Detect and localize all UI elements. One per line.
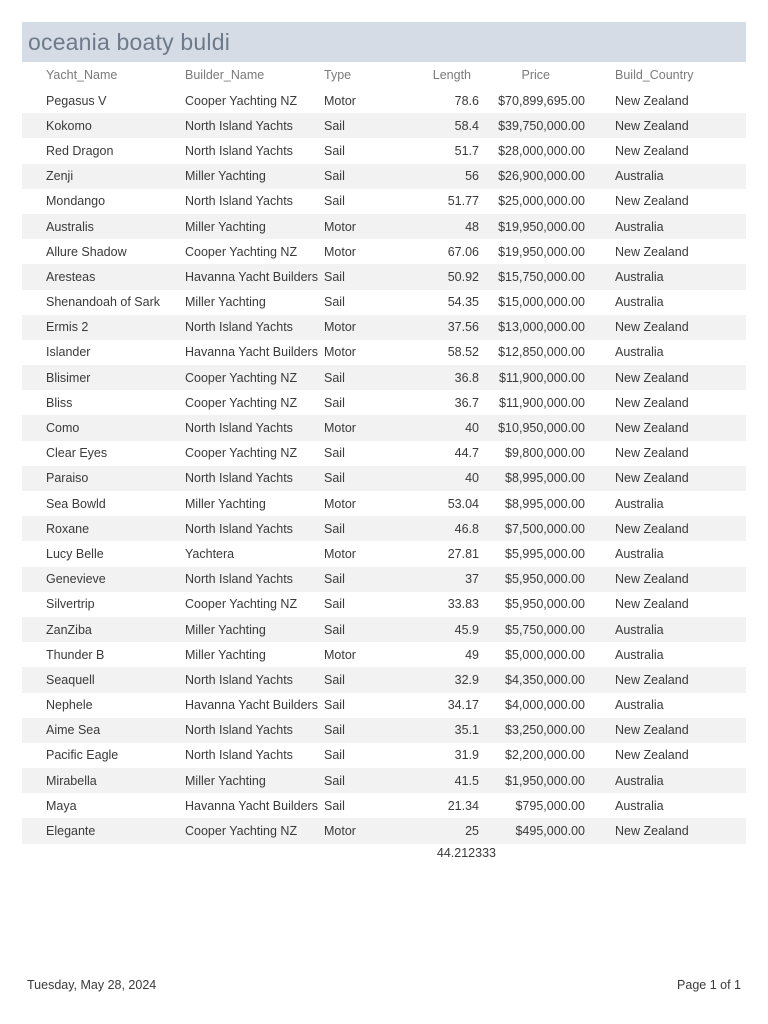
yacht-name-cell: Clear Eyes xyxy=(46,446,108,461)
type-cell: Sail xyxy=(324,798,345,813)
yacht-name-cell: ZanZiba xyxy=(46,622,92,637)
yacht-name-cell: Roxane xyxy=(46,521,90,536)
builder-name-cell: Havanna Yacht Builders xyxy=(185,345,318,360)
table-row xyxy=(22,466,746,491)
length-cell: 37 xyxy=(465,572,479,587)
table-row xyxy=(22,239,746,264)
report-title: oceania boaty buldi xyxy=(28,28,231,55)
builder-name-cell: Havanna Yacht Builders xyxy=(185,269,318,284)
build-country-cell: New Zealand xyxy=(615,723,689,738)
length-cell: 34.17 xyxy=(447,698,479,713)
length-cell: 33.83 xyxy=(447,597,479,612)
length-cell: 48 xyxy=(465,219,479,234)
price-cell: $19,950,000.00 xyxy=(498,219,585,234)
builder-name-cell: Miller Yachting xyxy=(185,295,266,310)
table-row xyxy=(22,88,746,113)
build-country-cell: Australia xyxy=(615,169,664,184)
price-cell: $13,000,000.00 xyxy=(498,320,585,335)
table-row xyxy=(22,743,746,768)
length-cell: 35.1 xyxy=(454,723,479,738)
table-row xyxy=(22,541,746,566)
builder-name-cell: North Island Yachts xyxy=(185,471,293,486)
yacht-name-cell: Ermis 2 xyxy=(46,320,89,335)
build-country-cell: New Zealand xyxy=(615,572,689,587)
length-cell: 25 xyxy=(465,824,479,839)
price-cell: $5,995,000.00 xyxy=(505,546,585,561)
yacht-name-cell: Aime Sea xyxy=(46,723,101,738)
builder-name-cell: North Island Yachts xyxy=(185,723,293,738)
length-cell: 45.9 xyxy=(454,622,479,637)
build-country-cell: New Zealand xyxy=(615,597,689,612)
header-length: Length xyxy=(432,68,471,82)
build-country-cell: New Zealand xyxy=(615,320,689,335)
price-cell: $8,995,000.00 xyxy=(505,496,585,511)
type-cell: Sail xyxy=(324,169,345,184)
yacht-name-cell: Seaquell xyxy=(46,672,95,687)
build-country-cell: Australia xyxy=(615,546,664,561)
builder-name-cell: North Island Yachts xyxy=(185,320,293,335)
table-row xyxy=(22,340,746,365)
type-cell: Sail xyxy=(324,269,345,284)
price-cell: $1,950,000.00 xyxy=(505,773,585,788)
price-cell: $795,000.00 xyxy=(515,798,585,813)
type-cell: Sail xyxy=(324,597,345,612)
price-cell: $26,900,000.00 xyxy=(498,169,585,184)
price-cell: $19,950,000.00 xyxy=(498,244,585,259)
builder-name-cell: Cooper Yachting NZ xyxy=(185,597,298,612)
yacht-name-cell: Pacific Eagle xyxy=(46,748,119,763)
type-cell: Motor xyxy=(324,219,356,234)
price-cell: $8,995,000.00 xyxy=(505,471,585,486)
price-cell: $5,750,000.00 xyxy=(505,622,585,637)
yacht-name-cell: Shenandoah of Sark xyxy=(46,295,160,310)
build-country-cell: Australia xyxy=(615,295,664,310)
builder-name-cell: North Island Yachts xyxy=(185,194,293,209)
length-cell: 53.04 xyxy=(447,496,479,511)
table-row xyxy=(22,818,746,843)
build-country-cell: Australia xyxy=(615,622,664,637)
price-cell: $5,000,000.00 xyxy=(505,647,585,662)
table-row xyxy=(22,567,746,592)
build-country-cell: Australia xyxy=(615,219,664,234)
type-cell: Sail xyxy=(324,773,345,788)
price-cell: $11,900,000.00 xyxy=(499,370,585,385)
price-cell: $12,850,000.00 xyxy=(498,345,585,360)
yacht-name-cell: Islander xyxy=(46,345,91,360)
header-type: Type xyxy=(324,68,352,82)
table-row xyxy=(22,415,746,440)
builder-name-cell: Miller Yachting xyxy=(185,647,266,662)
price-cell: $25,000,000.00 xyxy=(498,194,585,209)
type-cell: Motor xyxy=(324,320,356,335)
table-row xyxy=(22,667,746,692)
table-row xyxy=(22,718,746,743)
length-cell: 31.9 xyxy=(454,748,479,763)
builder-name-cell: North Island Yachts xyxy=(185,118,293,133)
price-cell: $15,000,000.00 xyxy=(498,295,585,310)
length-cell: 27.81 xyxy=(447,546,479,561)
header-build-country: Build_Country xyxy=(615,68,694,82)
builder-name-cell: North Island Yachts xyxy=(185,672,293,687)
builder-name-cell: Havanna Yacht Builders xyxy=(185,798,318,813)
yacht-name-cell: Mirabella xyxy=(46,773,97,788)
type-cell: Sail xyxy=(324,446,345,461)
yacht-name-cell: Maya xyxy=(46,798,77,813)
table-row xyxy=(22,365,746,390)
length-cell: 51.7 xyxy=(454,143,479,158)
length-cell: 21.34 xyxy=(447,798,479,813)
builder-name-cell: Cooper Yachting NZ xyxy=(185,370,298,385)
yacht-name-cell: Bliss xyxy=(46,395,73,410)
build-country-cell: New Zealand xyxy=(615,93,689,108)
builder-name-cell: North Island Yachts xyxy=(185,421,293,436)
build-country-cell: Australia xyxy=(615,647,664,662)
table-row xyxy=(22,592,746,617)
table-row xyxy=(22,290,746,315)
yacht-name-cell: Elegante xyxy=(46,824,96,839)
builder-name-cell: Cooper Yachting NZ xyxy=(185,93,298,108)
footer-date: Tuesday, May 28, 2024 xyxy=(27,978,157,992)
price-cell: $4,000,000.00 xyxy=(505,698,585,713)
table-row xyxy=(22,793,746,818)
type-cell: Motor xyxy=(324,345,356,360)
report xyxy=(22,22,746,864)
type-cell: Sail xyxy=(324,295,345,310)
builder-name-cell: Yachtera xyxy=(185,546,235,561)
table-row xyxy=(22,516,746,541)
length-cell: 32.9 xyxy=(454,672,479,687)
length-cell: 37.56 xyxy=(447,320,479,335)
type-cell: Sail xyxy=(324,395,345,410)
build-country-cell: New Zealand xyxy=(615,824,689,839)
yacht-name-cell: Aresteas xyxy=(46,269,96,284)
build-country-cell: New Zealand xyxy=(615,748,689,763)
yacht-name-cell: Lucy Belle xyxy=(46,546,104,561)
price-cell: $2,200,000.00 xyxy=(505,748,585,763)
table-row xyxy=(22,642,746,667)
builder-name-cell: Havanna Yacht Builders xyxy=(185,698,318,713)
yacht-name-cell: Zenji xyxy=(46,169,74,184)
build-country-cell: New Zealand xyxy=(615,395,689,410)
footer-page-number: Page 1 of 1 xyxy=(677,978,741,992)
price-cell: $10,950,000.00 xyxy=(498,421,585,436)
builder-name-cell: Miller Yachting xyxy=(185,219,266,234)
price-cell: $28,000,000.00 xyxy=(498,143,585,158)
column-header-row xyxy=(22,62,746,88)
type-cell: Sail xyxy=(324,748,345,763)
type-cell: Motor xyxy=(324,496,356,511)
table-row xyxy=(22,693,746,718)
builder-name-cell: Cooper Yachting NZ xyxy=(185,395,298,410)
type-cell: Sail xyxy=(324,672,345,687)
build-country-cell: New Zealand xyxy=(615,471,689,486)
length-cell: 51.77 xyxy=(447,194,479,209)
table-row xyxy=(22,441,746,466)
type-cell: Motor xyxy=(324,93,356,108)
length-cell: 49 xyxy=(465,647,479,662)
report-title-bar xyxy=(22,22,746,62)
yacht-name-cell: Genevieve xyxy=(46,572,106,587)
build-country-cell: Australia xyxy=(615,345,664,360)
yacht-name-cell: Sea Bowld xyxy=(46,496,106,511)
build-country-cell: Australia xyxy=(615,698,664,713)
type-cell: Sail xyxy=(324,370,345,385)
length-cell: 44.7 xyxy=(454,446,479,461)
builder-name-cell: North Island Yachts xyxy=(185,521,293,536)
price-cell: $5,950,000.00 xyxy=(505,572,585,587)
length-cell: 58.52 xyxy=(447,345,479,360)
type-cell: Sail xyxy=(324,521,345,536)
type-cell: Motor xyxy=(324,244,356,259)
summary-row xyxy=(22,844,746,864)
type-cell: Sail xyxy=(324,143,345,158)
build-country-cell: New Zealand xyxy=(615,194,689,209)
length-cell: 58.4 xyxy=(454,118,479,133)
yacht-name-cell: Australis xyxy=(46,219,94,234)
yacht-name-cell: Paraiso xyxy=(46,471,89,486)
length-cell: 46.8 xyxy=(454,521,479,536)
build-country-cell: New Zealand xyxy=(615,521,689,536)
yacht-name-cell: Blisimer xyxy=(46,370,91,385)
type-cell: Sail xyxy=(324,723,345,738)
type-cell: Sail xyxy=(324,572,345,587)
yacht-name-cell: Nephele xyxy=(46,698,93,713)
price-cell: $70,899,695.00 xyxy=(498,93,585,108)
table-row xyxy=(22,164,746,189)
length-cell: 50.92 xyxy=(447,269,479,284)
length-cell: 36.7 xyxy=(454,395,479,410)
price-cell: $9,800,000.00 xyxy=(505,446,585,461)
table-row xyxy=(22,264,746,289)
price-cell: $39,750,000.00 xyxy=(498,118,585,133)
table-row xyxy=(22,390,746,415)
build-country-cell: New Zealand xyxy=(615,672,689,687)
price-cell: $7,500,000.00 xyxy=(505,521,585,536)
table-row xyxy=(22,138,746,163)
length-cell: 78.6 xyxy=(454,93,479,108)
build-country-cell: Australia xyxy=(615,269,664,284)
type-cell: Motor xyxy=(324,824,356,839)
table-row xyxy=(22,214,746,239)
price-cell: $5,950,000.00 xyxy=(505,597,585,612)
price-cell: $4,350,000.00 xyxy=(505,672,585,687)
builder-name-cell: North Island Yachts xyxy=(185,748,293,763)
price-cell: $15,750,000.00 xyxy=(498,269,585,284)
yacht-name-cell: Allure Shadow xyxy=(46,244,127,259)
yacht-name-cell: Red Dragon xyxy=(46,143,114,158)
builder-name-cell: Miller Yachting xyxy=(185,773,266,788)
build-country-cell: New Zealand xyxy=(615,118,689,133)
length-cell: 67.06 xyxy=(447,244,479,259)
length-cell: 54.35 xyxy=(447,295,479,310)
table-row xyxy=(22,189,746,214)
type-cell: Motor xyxy=(324,421,356,436)
header-yacht-name: Yacht_Name xyxy=(46,68,118,82)
builder-name-cell: Cooper Yachting NZ xyxy=(185,244,298,259)
header-price: Price xyxy=(521,68,550,82)
yacht-name-cell: Kokomo xyxy=(46,118,92,133)
build-country-cell: New Zealand xyxy=(615,446,689,461)
table-row xyxy=(22,617,746,642)
type-cell: Motor xyxy=(324,546,356,561)
price-cell: $11,900,000.00 xyxy=(499,395,585,410)
table-row xyxy=(22,113,746,138)
table-body xyxy=(22,88,746,844)
builder-name-cell: Miller Yachting xyxy=(185,622,266,637)
build-country-cell: New Zealand xyxy=(615,244,689,259)
build-country-cell: Australia xyxy=(615,496,664,511)
type-cell: Motor xyxy=(324,647,356,662)
type-cell: Sail xyxy=(324,698,345,713)
table-row xyxy=(22,315,746,340)
type-cell: Sail xyxy=(324,622,345,637)
price-cell: $495,000.00 xyxy=(515,824,585,839)
type-cell: Sail xyxy=(324,118,345,133)
yacht-name-cell: Como xyxy=(46,421,80,436)
builder-name-cell: Cooper Yachting NZ xyxy=(185,824,298,839)
price-cell: $3,250,000.00 xyxy=(505,723,585,738)
type-cell: Sail xyxy=(324,194,345,209)
build-country-cell: Australia xyxy=(615,798,664,813)
builder-name-cell: North Island Yachts xyxy=(185,143,293,158)
length-cell: 56 xyxy=(465,169,479,184)
build-country-cell: Australia xyxy=(615,773,664,788)
builder-name-cell: Cooper Yachting NZ xyxy=(185,446,298,461)
type-cell: Sail xyxy=(324,471,345,486)
length-cell: 40 xyxy=(465,421,479,436)
yacht-name-cell: Thunder B xyxy=(46,647,105,662)
builder-name-cell: Miller Yachting xyxy=(185,169,266,184)
table-row xyxy=(22,768,746,793)
length-cell: 36.8 xyxy=(454,370,479,385)
builder-name-cell: Miller Yachting xyxy=(185,496,266,511)
build-country-cell: New Zealand xyxy=(615,143,689,158)
table-row xyxy=(22,491,746,516)
yacht-name-cell: Pegasus V xyxy=(46,93,107,108)
length-cell: 40 xyxy=(465,471,479,486)
builder-name-cell: North Island Yachts xyxy=(185,572,293,587)
build-country-cell: New Zealand xyxy=(615,370,689,385)
length-average: 44.212333 xyxy=(436,845,496,860)
yacht-name-cell: Mondango xyxy=(46,194,106,209)
length-cell: 41.5 xyxy=(454,773,479,788)
yacht-name-cell: Silvertrip xyxy=(46,597,95,612)
header-builder-name: Builder_Name xyxy=(185,68,265,82)
build-country-cell: New Zealand xyxy=(615,421,689,436)
